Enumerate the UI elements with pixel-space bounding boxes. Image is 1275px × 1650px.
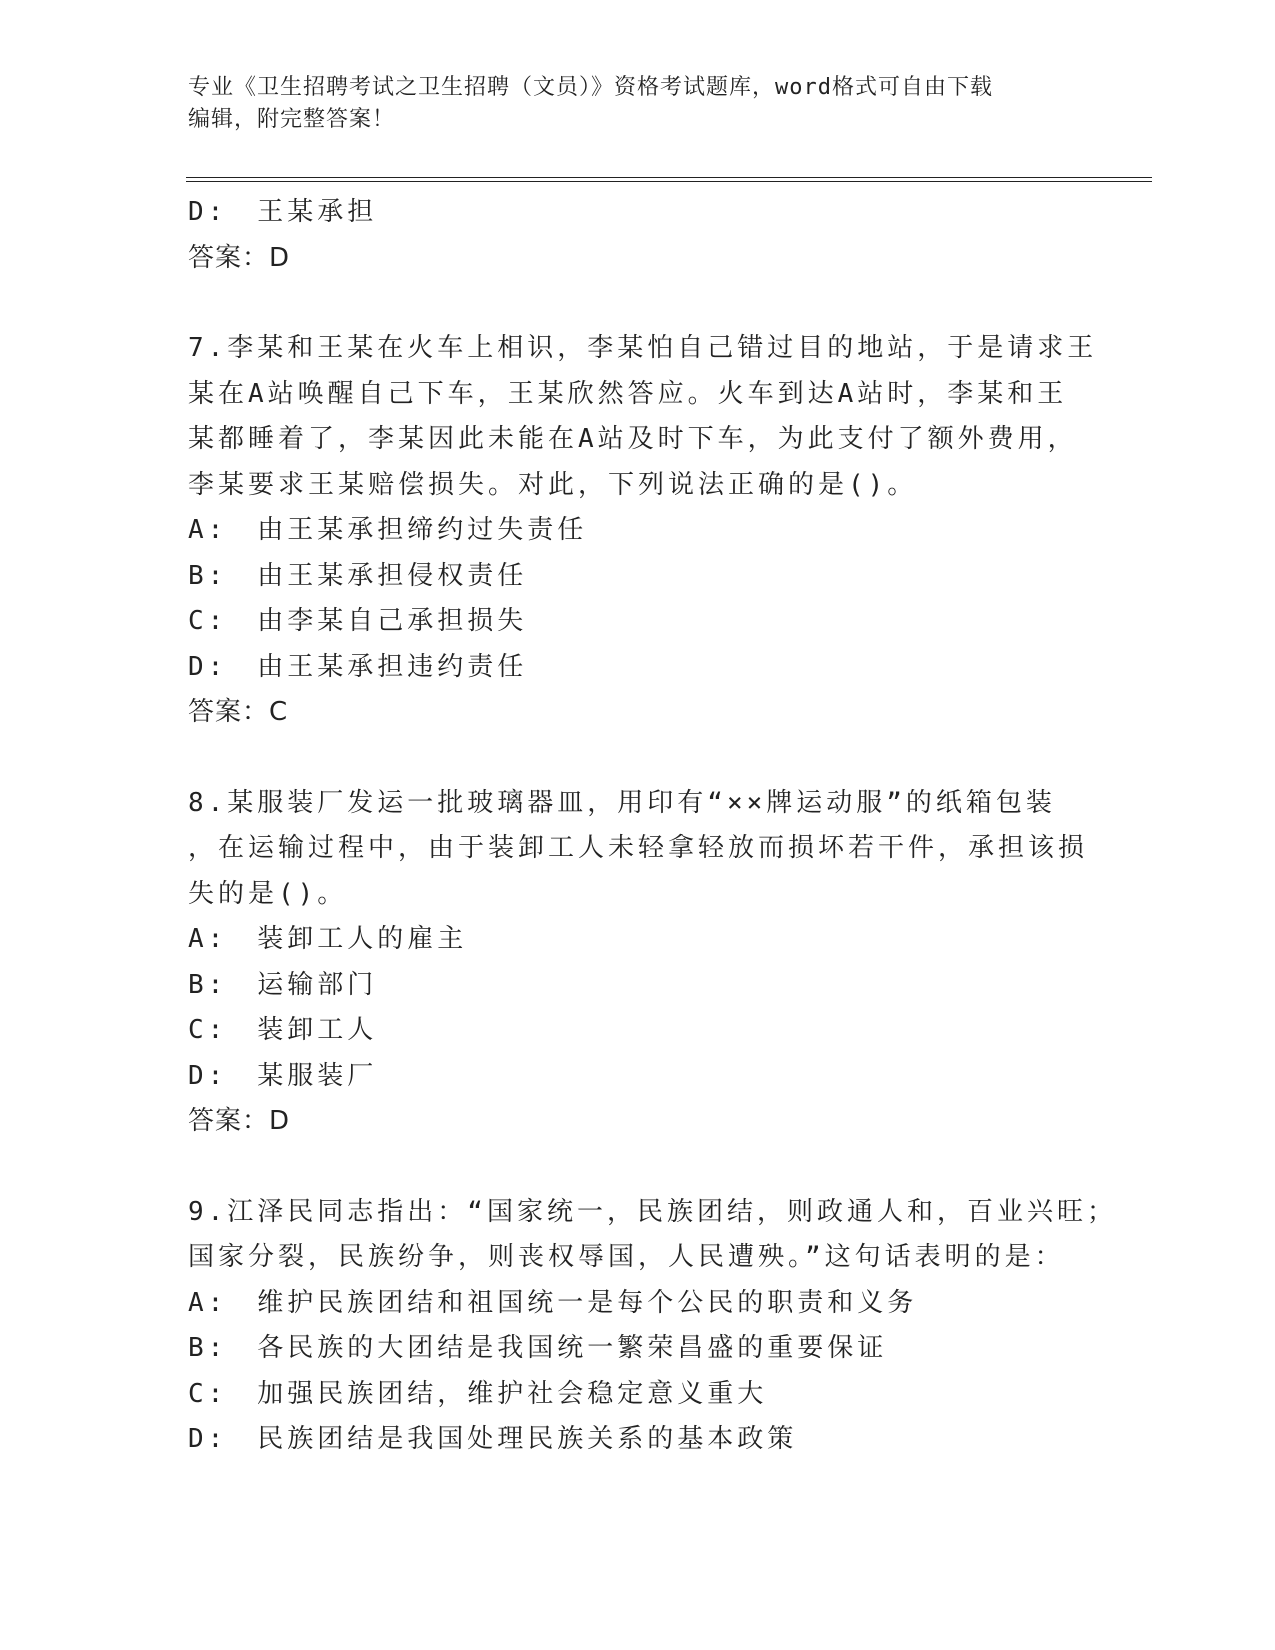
option-d: D: 民族团结是我国处理民族关系的基本政策 <box>188 1424 798 1454</box>
header-divider <box>186 177 1152 182</box>
option-c: C: 装卸工人 <box>188 1015 378 1045</box>
question-stem-line: 9.江泽民同志指出：“国家统一，民族团结，则政通人和，百业兴旺； <box>188 1196 1117 1227</box>
question-stem-line: 7.李某和王某在火车上相识，李某怕自己错过目的地站，于是请求王 <box>188 333 1098 363</box>
spacer <box>188 281 1088 326</box>
option-b: B: 运输部门 <box>188 969 378 1000</box>
question-stem-line: 某都睡着了，李某因此未能在A站及时下车，为此支付了额外费用， <box>188 424 1078 454</box>
option-c: C: 由李某自己承担损失 <box>188 606 528 636</box>
option-b: B: 各民族的大团结是我国统一繁荣昌盛的重要保证 <box>188 1333 888 1363</box>
question-stem-line: ，在运输过程中，由于装卸工人未轻拿轻放而损坏若干件，承担该损 <box>188 833 1089 863</box>
previous-question-tail <box>188 190 1088 281</box>
option-a: A: 维护民族团结和祖国统一是每个公民的职责和义务 <box>188 1287 918 1318</box>
header-line-1: 专业《卫生招聘考试之卫生招聘（文员）》资格考试题库，word格式可自由下载 <box>188 75 993 100</box>
question-stem-line: 8.某服装厂发运一批玻璃器皿，用印有“××牌运动服”的纸箱包装 <box>188 787 1056 818</box>
option-a: A: 由王某承担缔约过失责任 <box>188 515 588 545</box>
question-9 <box>188 1190 1117 1463</box>
answer-line: 答案：C <box>188 697 289 727</box>
question-stem-line: 李某要求王某赔偿损失。对此，下列说法正确的是()。 <box>188 469 918 500</box>
answer-line: 答案：D <box>188 1106 291 1136</box>
header-line-2: 编辑，附完整答案！ <box>188 107 396 132</box>
option-c: C: 加强民族团结，维护社会稳定意义重大 <box>188 1378 768 1409</box>
question-8 <box>188 781 1088 1145</box>
spacer <box>188 736 1088 781</box>
question-stem-line: 国家分裂，民族纷争，则丧权辱国，人民遭殃。”这句话表明的是： <box>188 1242 1065 1272</box>
question-stem-line: 某在A站唤醒自己下车，王某欣然答应。火车到达A站时，李某和王 <box>188 378 1068 409</box>
question-stem-line: 失的是()。 <box>188 878 348 909</box>
answer-line: 答案：D <box>188 242 291 273</box>
page-header <box>188 72 1068 136</box>
option-a: A: 装卸工人的雇主 <box>188 924 468 954</box>
option-b: B: 由王某承担侵权责任 <box>188 560 528 591</box>
option-d: D: 王某承担 <box>188 197 378 227</box>
option-d: D: 某服装厂 <box>188 1060 378 1091</box>
spacer <box>188 1145 1088 1190</box>
question-list <box>188 190 1117 1463</box>
option-d: D: 由王某承担违约责任 <box>188 651 528 682</box>
question-7 <box>188 326 1098 736</box>
